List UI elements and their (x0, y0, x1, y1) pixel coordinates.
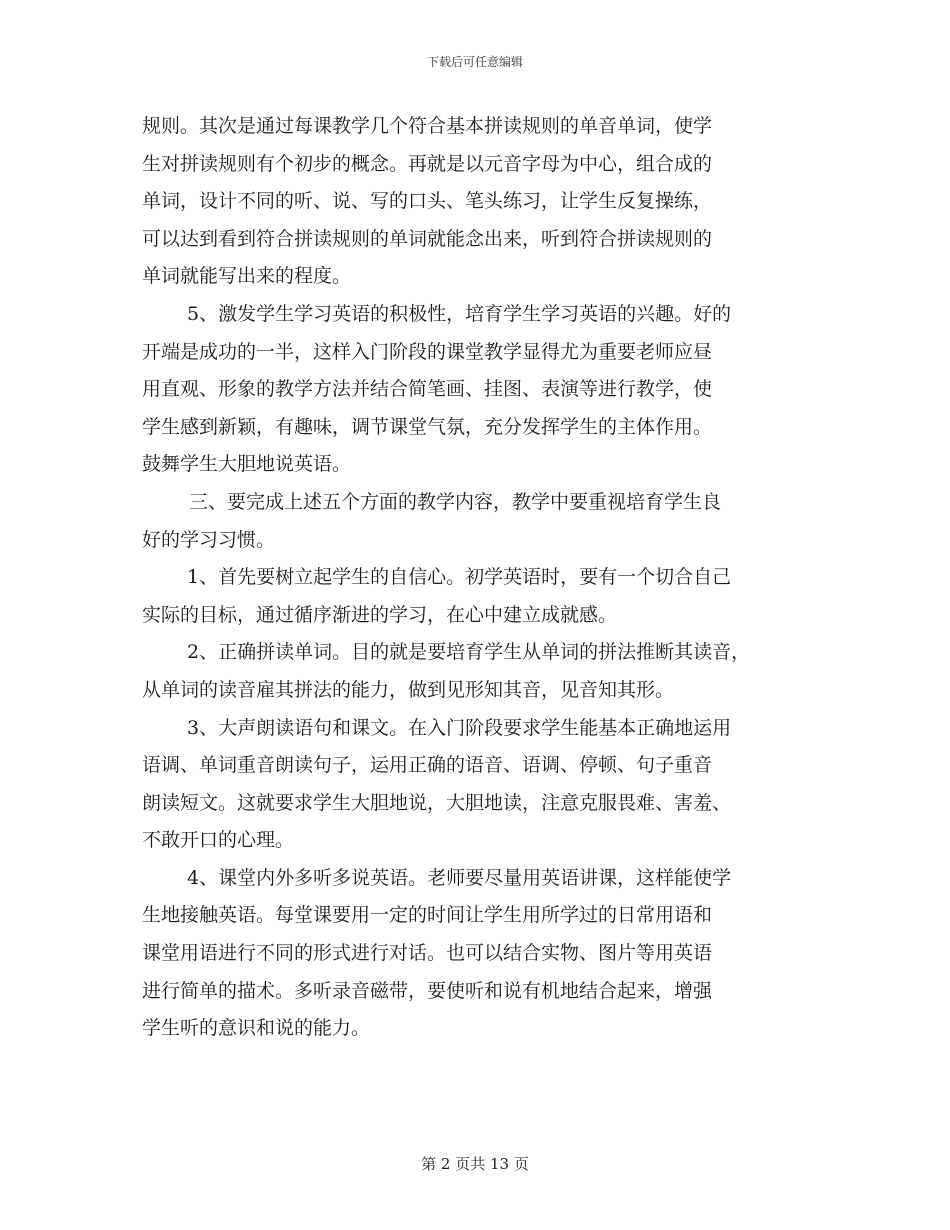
text-line: 进行简单的描术。多听录音磁带，要使听和说有机地结合起来，增强 (142, 979, 713, 1002)
text-line: 不敢开口的心理。 (142, 829, 295, 852)
text-line: 3、大声朗读语句和课文。在入门阶段要求学生能基本正确地运用 (187, 716, 732, 739)
text-line: 可以达到看到符合拼读规则的单词就能念出来，听到符合拼读规则的 (142, 227, 713, 250)
text-line: 规则。其次是通过每课教学几个符合基本拼读规则的单音单词，使学 (142, 115, 713, 137)
text-line: 语调、单词重音朗读句子，运用正确的语音、语调、停顿、句子重音 (142, 754, 713, 777)
text-line: 三、要完成上述五个方面的教学内容，教学中要重视培育学生良 (189, 490, 722, 513)
text-line: 朗读短文。这就要求学生大胆地说，大胆地读，注意克服畏难、害羞、 (142, 791, 732, 814)
text-line: 学生感到新颖，有趣味，调节课堂气氛，充分发挥学生的主体作用。 (142, 415, 713, 438)
text-line: 5、激发学生学习英语的积极性，培育学生学习英语的兴趣。好的 (187, 302, 732, 325)
text-line: 生对拼读规则有个初步的概念。再就是以元音字母为中心，组合成的 (142, 152, 713, 175)
text-line: 生地接触英语。每堂课要用一定的时间让学生用所学过的日常用语和 (142, 904, 713, 927)
text-line: 单词，设计不同的听、说、写的口头、笔头练习，让学生反复操练， (142, 190, 713, 213)
document-body (142, 108, 832, 1048)
text-line: 单词就能写出来的程度。 (142, 265, 352, 288)
text-line: 2、正确拼读单词。目的就是要培育学生从单词的拼法推断其读音， (187, 641, 751, 664)
page-header: 下载后可任意编辑 (426, 55, 523, 69)
text-line: 鼓舞学生大胆地说英语。 (142, 453, 352, 476)
text-line: 实际的目标，通过循序渐进的学习，在心中建立成就感。 (142, 603, 618, 626)
text-line: 4、课堂内外多听多说英语。老师要尽量用英语讲课，这样能使学 (187, 866, 732, 889)
text-line: 学生听的意识和说的能力。 (142, 1017, 371, 1040)
text-line: 从单词的读音雇其拼法的能力，做到见形知其音，见音知其形。 (142, 678, 675, 701)
text-line: 好的学习习惯。 (142, 528, 276, 551)
text-line: 1、首先要树立起学生的自信心。初学英语时，要有一个切合自己 (187, 566, 732, 589)
text-line: 开端是成功的一半，这样入门阶段的课堂教学显得尤为重要老师应昼 (142, 340, 713, 363)
text-line: 课堂用语进行不同的形式进行对话。也可以结合实物、图片等用英语 (142, 942, 713, 965)
text-line: 用直观、形象的教学方法并结合简笔画、挂图、表演等进行教学，使 (142, 378, 713, 401)
page-number: 第 2 页共 13 页 (421, 1155, 529, 1173)
